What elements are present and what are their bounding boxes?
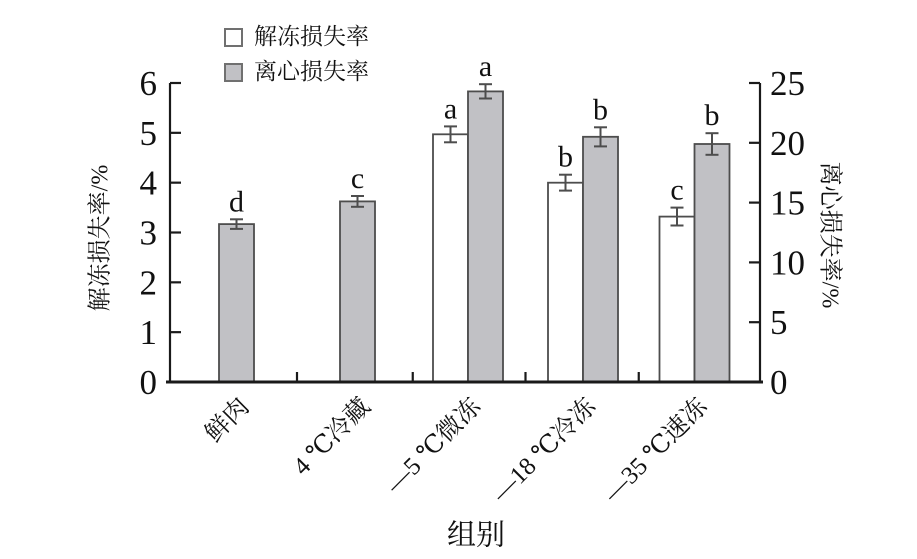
right-tick-label: 0: [770, 363, 788, 402]
significance-letter: c: [350, 162, 365, 195]
significance-letter: a: [478, 50, 493, 84]
thaw-loss-bar: [548, 183, 583, 382]
left-tick-label: 1: [139, 313, 157, 353]
centrifugal-loss-bar: [340, 201, 375, 382]
left-tick-label: 6: [139, 64, 157, 103]
significance-letter: c: [670, 173, 684, 207]
significance-letter: a: [443, 92, 458, 126]
legend-item-centrifugal-loss: [224, 59, 369, 85]
x-category-label: —5 ℃微冻: [381, 393, 487, 499]
right-tick-label: 5: [770, 303, 788, 343]
x-category-label: —18 ℃冷冻: [487, 393, 602, 508]
left-tick-label: 5: [139, 113, 157, 153]
significance-letter: b: [593, 93, 608, 127]
right-tick-label: 15: [770, 183, 805, 223]
centrifugal-loss-bar: [695, 144, 730, 382]
right-axis-title: 离心损失率/%: [816, 161, 843, 309]
significance-letter: d: [229, 185, 244, 219]
legend-label-thaw-loss: 解冻损失率: [254, 24, 369, 49]
x-category-label: —35 ℃速冻: [598, 393, 713, 508]
right-tick-label: 25: [770, 64, 805, 103]
centrifugal-loss-swatch-icon: [224, 63, 243, 82]
left-axis-title: 解冻损失率/%: [87, 164, 114, 312]
thaw-loss-swatch-icon: [224, 28, 243, 47]
significance-letter: b: [558, 140, 573, 174]
centrifugal-loss-bar: [219, 224, 254, 382]
legend-item-thaw-loss: [224, 24, 369, 50]
chart-legend: [224, 24, 369, 85]
thaw-loss-bar: [660, 217, 695, 382]
thaw-loss-bar: [433, 134, 468, 382]
x-axis-title: 组别: [446, 519, 506, 552]
legend-label-centrifugal-loss: 离心损失率: [254, 59, 369, 84]
left-tick-label: 2: [139, 263, 157, 303]
significance-letter: b: [704, 99, 720, 133]
centrifugal-loss-bar: [583, 137, 618, 382]
x-category-label: 鲜肉: [200, 393, 255, 448]
left-tick-label: 3: [139, 213, 157, 253]
right-tick-label: 10: [770, 243, 805, 283]
x-category-label: 4 ℃冷藏: [288, 393, 376, 481]
centrifugal-loss-bar: [468, 91, 503, 382]
left-tick-label: 4: [139, 163, 157, 203]
right-tick-label: 20: [770, 123, 805, 163]
left-tick-label: 0: [139, 363, 157, 402]
